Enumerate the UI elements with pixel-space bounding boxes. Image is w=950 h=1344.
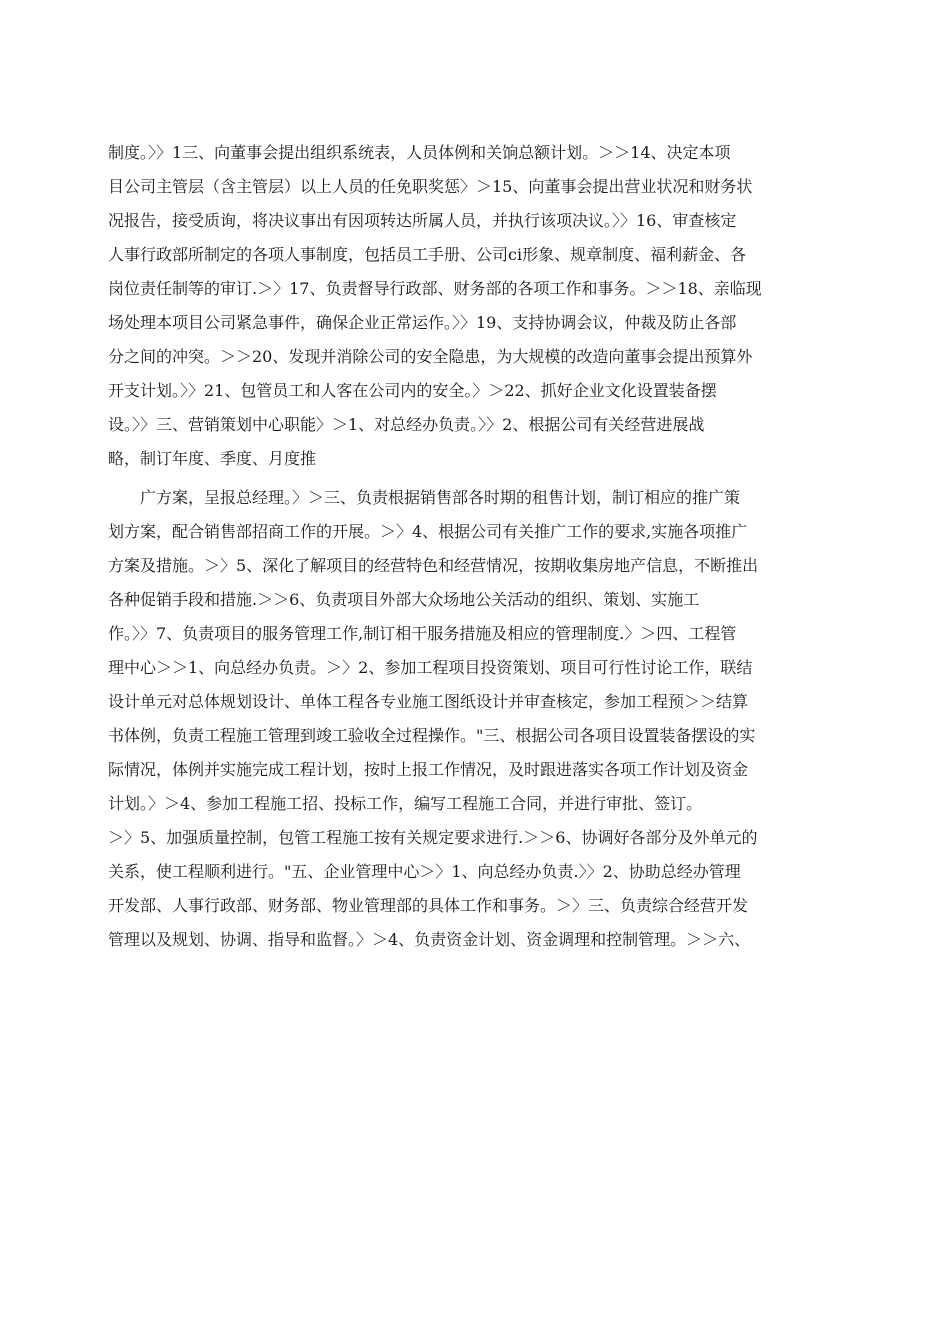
text-line: 各种促销手段和措施.＞＞6、负责项目外部大众场地公关活动的组织、策划、实施工 [108, 590, 700, 609]
paragraph-2 [108, 481, 848, 957]
text-line: 分之间的冲突。＞＞20、发现并消除公司的安全隐患，为大规模的改造向董事会提出预算外 [108, 347, 753, 366]
text-line: 计划。〉＞4、参加工程施工招、投标工作，编写工程施工合同，并进行审批、签订。 [108, 794, 703, 813]
text-line: 制度。〉〉1三、向董事会提出组织系统表，人员体例和关饷总额计划。＞＞14、决定本项 [108, 143, 731, 162]
text-line: 际情况，体例并实施完成工程计划，按时上报工作情况，及时跟进落实各项工作计划及资金 [108, 760, 749, 779]
text-line: 人事行政部所制定的各项人事制度，包括员工手册、公司ci形象、规章制度、福利薪金、各 [108, 245, 747, 264]
text-line: 设计单元对总体规划设计、单体工程各专业施工图纸设计并审查核定，参加工程预＞＞结算 [108, 692, 749, 711]
text-line: 管理以及规划、协调、指导和监督。〉＞4、负责资金计划、资金调理和控制管理。＞＞六、 [108, 930, 751, 949]
text-line: 理中心＞＞1、向总经办负责。＞〉2、参加工程项目投资策划、项目可行性讨论工作，联结 [108, 658, 753, 677]
text-line: 设。〉〉三、营销策划中心职能〉＞1、对总经办负责。〉〉2、根据公司有关经营进展战 [108, 415, 705, 434]
text-line: 开支计划。〉〉21、包管员工和人客在公司内的安全。〉＞22、抓好企业文化设置装备摆 [108, 381, 717, 400]
text-line: 目公司主管层（含主管层）以上人员的任免职奖惩〉＞15、向董事会提出营业状况和财务状 [108, 177, 753, 196]
paragraph-1 [108, 136, 848, 476]
text-line: 关系，使工程顺利进行。"五、企业管理中心＞〉1、向总经办负责.〉〉2、协助总经办管理 [108, 862, 741, 881]
text-line: 开发部、人事行政部、财务部、物业管理部的具体工作和事务。＞〉三、负责综合经营开发 [108, 896, 749, 915]
text-line: 岗位责任制等的审订.＞〉17、负责督导行政部、财务部的各项工作和事务。＞＞18、亲临现 [108, 279, 762, 298]
text-line: 作。〉〉7、负责项目的服务管理工作,制订相干服务措施及相应的管理制度.〉＞四、工程管 [108, 624, 737, 643]
text-line: 场处理本项目公司紧急事件，确保企业正常运作。〉〉19、支持协调会议，仲裁及防止各部 [108, 313, 737, 332]
text-line: 划方案，配合销售部招商工作的开展。＞〉4、根据公司有关推广工作的要求,实施各项推广 [108, 522, 748, 541]
text-line: 略，制订年度、季度、月度推 [108, 449, 317, 468]
text-line: ＞〉5、加强质量控制，包管工程施工按有关规定要求进行.＞＞6、协调好各部分及外单元的 [108, 828, 758, 847]
text-line: 方案及措施。＞〉5、深化了解项目的经营特色和经营情况，按期收集房地产信息，不断推出 [108, 556, 759, 575]
text-line: 况报告，接受质询，将决议事出有因项转达所属人员，并执行该项决议。〉〉16、审查核定 [108, 211, 737, 230]
text-line-indented: 广方案，呈报总经理。〉＞三、负责根据销售部各时期的租售计划，制订相应的推广策 [140, 488, 741, 507]
document-body [108, 136, 848, 957]
text-line: 书体例，负责工程施工管理到竣工验收全过程操作。"三、根据公司各项目设置装备摆设的实 [108, 726, 756, 745]
